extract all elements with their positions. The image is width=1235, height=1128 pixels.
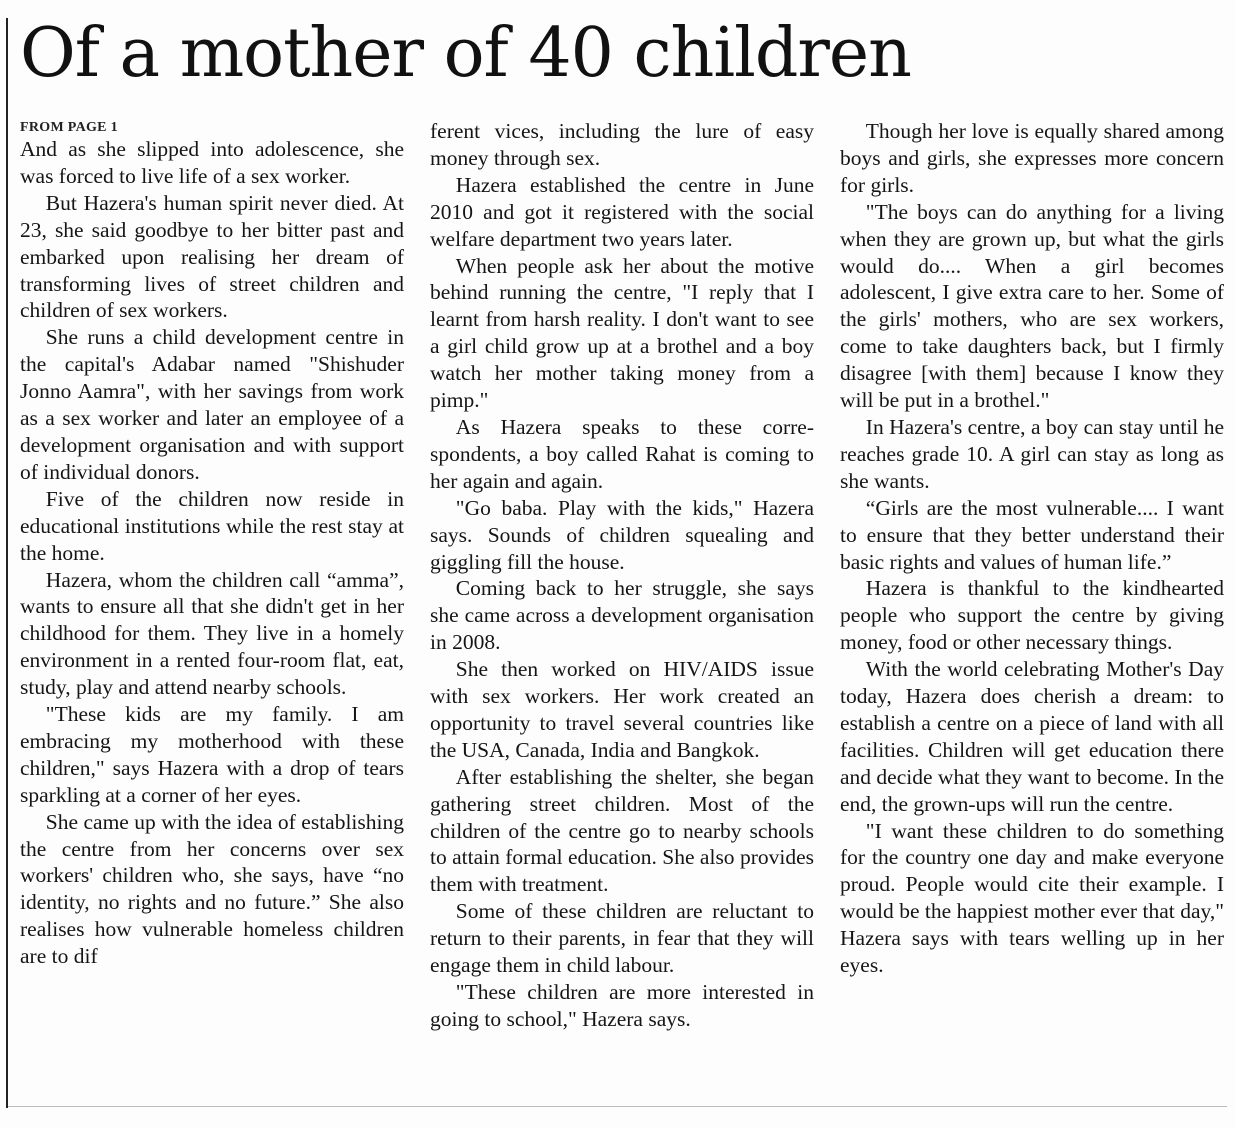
bottom-rule bbox=[8, 1106, 1227, 1107]
paragraph: And as she slipped into adolescence, she was forced to live life of a sex worker. bbox=[20, 137, 404, 188]
paragraph: When people ask her about the motive behind running the centre, "I reply that I learnt from harsh reality. I don't want to see a girl child grow up at a brothel and a boy watch her mother taking money from a pimp." bbox=[430, 253, 814, 413]
paragraph: “Girls are the most vulnerable.... I want to ensure that they better understand their basic rights and values of human life.” bbox=[840, 495, 1224, 574]
paragraph: "These kids are my family. I am embracing my motherhood with these children," says Hazera with a drop of tears sparkling at a corner of her eyes. bbox=[20, 702, 404, 807]
paragraph: She then worked on HIV/AIDS issue with sex workers. Her work created an opportunity to travel several countries like the USA, Canada, India and Bangkok. bbox=[430, 657, 814, 762]
paragraph: With the world celebrating Mother's Day today, Hazera does cherish a dream: to establish a centre on a piece of land with all facilities. Children will get education there and decide what they want to become. In the end, the grown-ups will run the centre. bbox=[840, 657, 1224, 816]
jump-label: FROM PAGE 1 bbox=[20, 120, 118, 135]
paragraph: ferent vices, including the lure of easy money through sex. bbox=[430, 119, 814, 170]
headline: Of a mother of 40 children bbox=[20, 14, 911, 93]
paragraph: Hazera, whom the children call “amma”, wants to ensure all that she didn't get in her childhood for them. They live in a homely environment in a rented four-room flat, eat, study, play and attend nearby schools. bbox=[20, 567, 404, 700]
paragraph: Hazera is thankful to the kindhearted people who support the centre by giving money, food or other necessary things. bbox=[840, 576, 1224, 655]
paragraph: Though her love is equally shared among boys and girls, she expresses more concern for girls. bbox=[840, 119, 1224, 197]
article-column-1 bbox=[20, 118, 404, 1108]
article-column-3 bbox=[840, 118, 1224, 1108]
paragraph: "I want these children to do something for the country one day and make everyone proud. People would cite their example. I would be the happiest mother ever that day," Hazera says with tears welling up in her eyes. bbox=[840, 818, 1224, 978]
paragraph: But Hazera's human spirit never died. At 23, she said goodbye to her bitter past and embarked upon realising her dream of transforming lives of street children and children of sex workers. bbox=[20, 190, 404, 323]
paragraph: After establishing the shelter, she began gathering street children. Most of the children of the centre go to nearby schools to attain formal education. She also provides them with treatment. bbox=[430, 764, 814, 897]
paragraph: In Hazera's centre, a boy can stay until he reaches grade 10. A girl can stay as long as she wants. bbox=[840, 414, 1224, 493]
paragraph: Coming back to her struggle, she says she came across a development organisation in 2008. bbox=[430, 576, 814, 655]
paragraph: Five of the children now reside in educational institutions while the rest stay at the home. bbox=[20, 486, 404, 565]
paragraph: As Hazera speaks to these correspondents, a boy called Rahat is coming to her again and again. bbox=[430, 414, 814, 493]
paragraph: She came up with the idea of establishing the centre from her concerns over sex workers' children who, she says, have “no identity, no rights and no future.” She also realises how vulnerable homeless children are to dif bbox=[20, 809, 404, 969]
paragraph: "The boys can do anything for a living when they are grown up, but what the girls would do.... When a girl becomes adolescent, I give extra care to her. Some of the girls' mothers, who are sex workers, come to take daughters back, but I firmly disagree [with them] because I know they will be put in a brothel." bbox=[840, 199, 1224, 413]
paragraph: She runs a child development centre in the capital's Adabar named "Shishuder Jonno Aamra", with her savings from work as a sex worker and later an employee of a development organisation and with support of individual donors. bbox=[20, 325, 404, 484]
column-rule bbox=[6, 18, 8, 1108]
paragraph: "These children are more interested in going to school," Hazera says. bbox=[430, 980, 814, 1031]
paragraph: Hazera established the centre in June 2010 and got it registered with the social welfare department two years later. bbox=[430, 172, 814, 251]
paragraph: Some of these children are reluctant to return to their parents, in fear that they will engage them in child labour. bbox=[430, 899, 814, 978]
paragraph: "Go baba. Play with the kids," Hazera says. Sounds of children squealing and giggling fill the house. bbox=[430, 495, 814, 574]
article-column-2 bbox=[430, 118, 814, 1108]
